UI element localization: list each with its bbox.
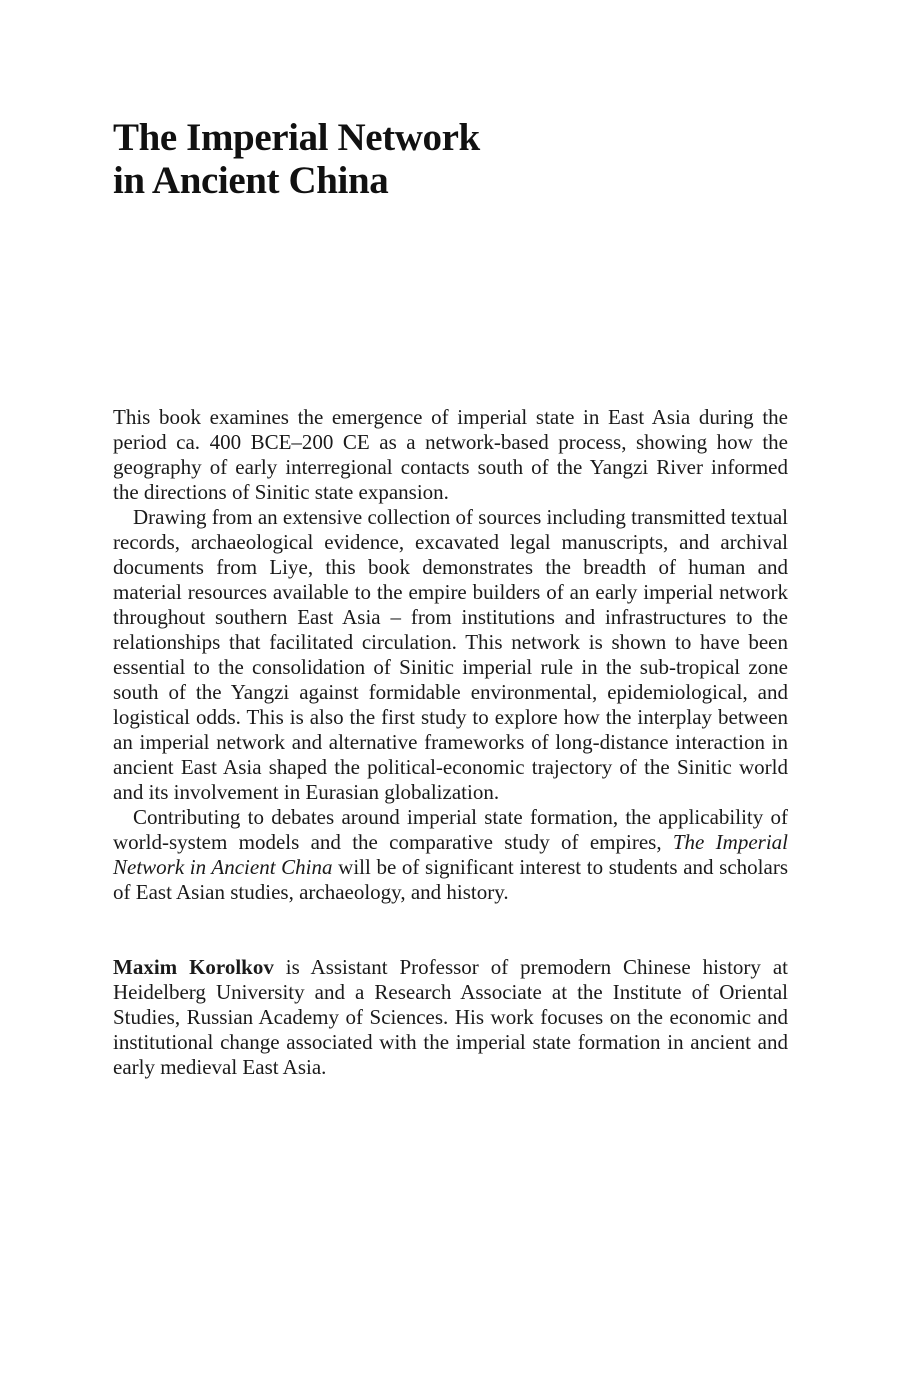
book-title-line-2: in Ancient China (113, 159, 389, 202)
description-paragraph-2: Drawing from an extensive collection of sources including transmitted textual records, archaeological evidence, excavated legal manuscripts, and archival documents from Liye, this book demonstrates the breadth of human and material resources available to the empire builders of an early imperial network throughout southern East Asia – from institutions and infrastructures to the relationships that facilitated circulation. This network is shown to have been essential to the consolidation of Sinitic imperial rule in the sub-tropical zone south of the Yangzi against formidable environmental, epidemiological, and logistical odds. This is also the first study to explore how the interplay between an imperial network and alternative frameworks of long-distance interaction in ancient East Asia shaped the political-economic trajectory of the Sinitic world and its involvement in Eurasian globalization. (113, 505, 788, 804)
author-bio (113, 955, 788, 1080)
italic-book-title: The Imperial Network in Ancient China (113, 830, 788, 879)
description-paragraph-3-start: Contributing to debates around imperial state formation, the applicability of world-system models and the comparative study of empires, (113, 805, 788, 854)
description-paragraph-3-end: will be of significant interest to students and scholars of East Asian studies, archaeology, and history. (113, 855, 788, 904)
book-title-line-1: The Imperial Network (113, 116, 480, 159)
description-paragraph-3 (113, 805, 788, 905)
author-bio-paragraph (113, 955, 788, 1080)
author-bio-text: is Assistant Professor of premodern Chinese history at Heidelberg University and a Research Associate at the Institute of Oriental Studies, Russian Academy of Sciences. His work focuses on the economic and institutional change associated with the imperial state formation in ancient and early medieval East Asia. (113, 955, 788, 1079)
book-title (113, 116, 480, 202)
author-name: Maxim Korolkov (113, 955, 274, 979)
description-paragraph-1: This book examines the emergence of imperial state in East Asia during the period ca. 400 BCE–200 CE as a network-based process, showing how the geography of early interregional contacts south of the Yangzi River informed the directions of Sinitic state expansion. (113, 405, 788, 504)
book-description (113, 405, 788, 905)
